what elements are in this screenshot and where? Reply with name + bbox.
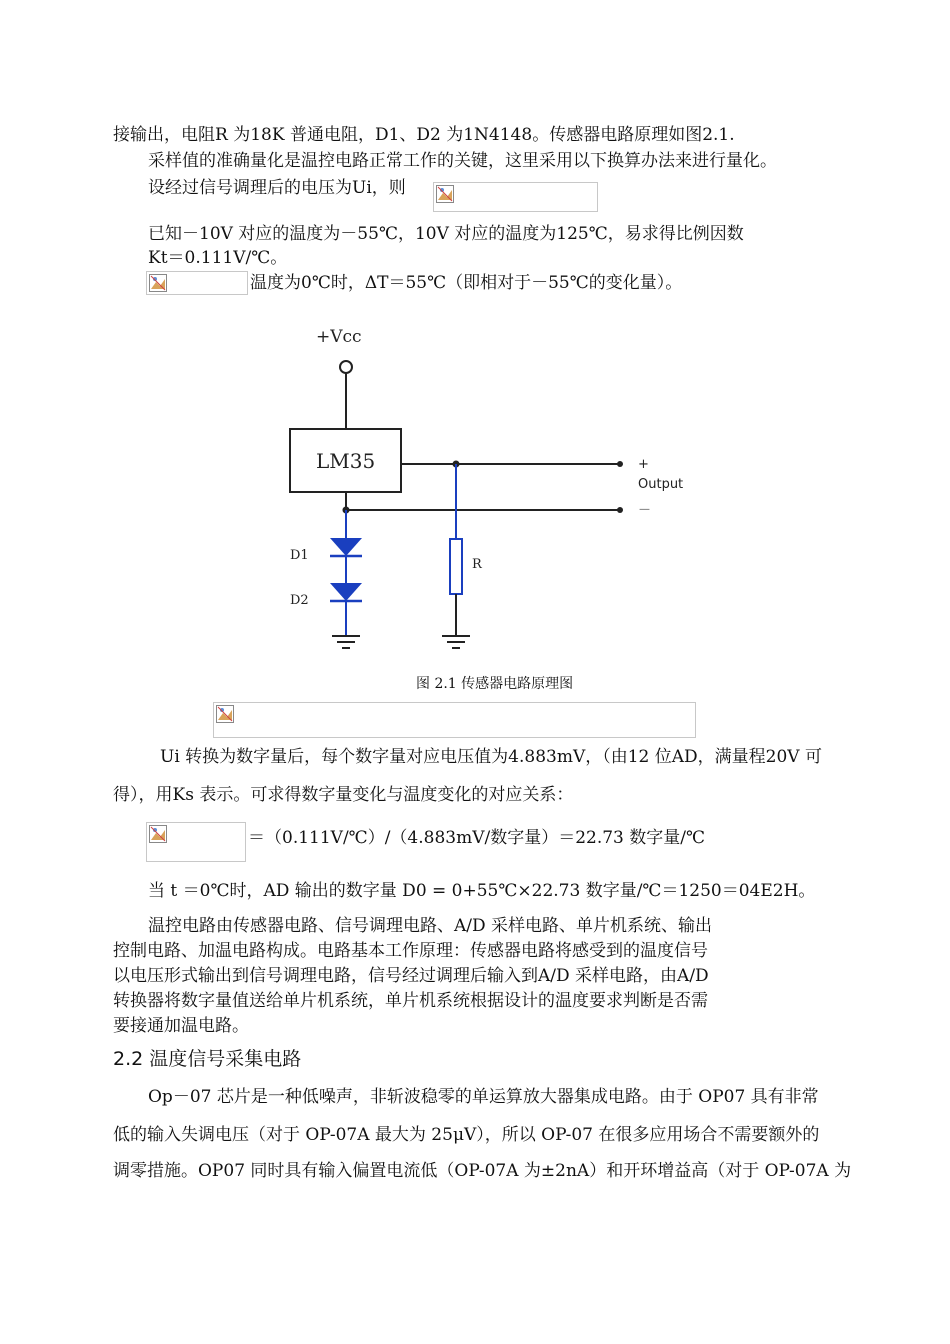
broken-image-icon	[149, 274, 167, 292]
paragraph-2-line-3: 调零措施。OP07 同时具有输入偏置电流低（OP-07A 为±2nA）和开环增益高（对于 OP-07A 为	[113, 1161, 852, 1181]
text-line-2: 采样值的准确量化是温控电路正常工作的关键，这里采用以下换算办法来进行量化。	[148, 151, 777, 171]
d2-label: D2	[290, 593, 309, 608]
output-minus-terminal	[617, 507, 623, 513]
section-heading: 2.2 温度信号采集电路	[113, 1048, 302, 1070]
r-label: R	[472, 557, 482, 572]
plus-label: +	[638, 457, 649, 472]
paragraph-1-line-4: 转换器将数字量值送给单片机系统，单片机系统根据设计的温度要求判断是否需	[113, 991, 708, 1011]
sensor-circuit-diagram	[280, 318, 700, 668]
text-line-3: 设经过信号调理后的电压为Ui，则	[148, 178, 406, 198]
text-line-10: 当 t ＝0℃时，AD 输出的数字量 D0 = 0+55℃×22.73 数字量/℃＝1250＝04E2H。	[148, 881, 816, 901]
paragraph-1-line-2: 控制电路、加温电路构成。电路基本工作原理：传感器电路将感受到的温度信号	[113, 941, 708, 961]
formula-image-1	[433, 182, 598, 212]
formula-image-3	[213, 702, 696, 738]
figure-caption: 图 2.1 传感器电路原理图	[416, 676, 574, 692]
formula-image-4	[146, 822, 246, 862]
formula-image-2	[146, 271, 248, 295]
text-line-7: Ui 转换为数字量后，每个数字量对应电压值为4.883mV，（由12 位AD，满量程20V 可	[160, 747, 822, 767]
broken-image-icon	[216, 705, 234, 723]
minus-label: －	[638, 503, 652, 518]
text-line-9: ＝（0.111V/℃）/（4.883mV/数字量）＝22.73 数字量/℃	[248, 828, 706, 848]
paragraph-2-line-1: Op－07 芯片是一种低噪声，非斩波稳零的单运算放大器集成电路。由于 OP07 具有非常	[148, 1087, 819, 1107]
paragraph-1-line-3: 以电压形式输出到信号调理电路，信号经过调理后输入到A/D 采样电路，由A/D	[113, 966, 709, 986]
resistor-r	[450, 539, 462, 594]
text-line-8: 得），用Ks 表示。可求得数字量变化与温度变化的对应关系：	[113, 785, 574, 805]
paragraph-1-line-1: 温控电路由传感器电路、信号调理电路、A/D 采样电路、单片机系统、输出	[148, 916, 713, 936]
chip-label: LM35	[316, 449, 376, 473]
text-line-4: 已知－10V 对应的温度为－55℃，10V 对应的温度为125℃，易求得比例因数	[148, 224, 744, 244]
vcc-label: +Vcc	[316, 327, 362, 347]
text-line-6: 温度为0℃时，ΔT＝55℃（即相对于－55℃的变化量）。	[250, 273, 683, 293]
vcc-terminal	[340, 361, 352, 373]
output-plus-terminal	[617, 461, 623, 467]
text-line-5: Kt＝0.111V/℃。	[148, 248, 288, 268]
output-label: Output	[638, 477, 684, 492]
paragraph-2-line-2: 低的输入失调电压（对于 OP-07A 最大为 25μV），所以 OP-07 在很多应用场合不需要额外的	[113, 1125, 820, 1145]
broken-image-icon	[149, 825, 167, 843]
d1-label: D1	[290, 548, 309, 563]
text-line-1: 接输出，电阻R 为18K 普通电阻，D1、D2 为1N4148。传感器电路原理如图2.1.	[113, 125, 735, 145]
broken-image-icon	[436, 185, 454, 203]
paragraph-1-line-5: 要接通加温电路。	[113, 1016, 249, 1036]
